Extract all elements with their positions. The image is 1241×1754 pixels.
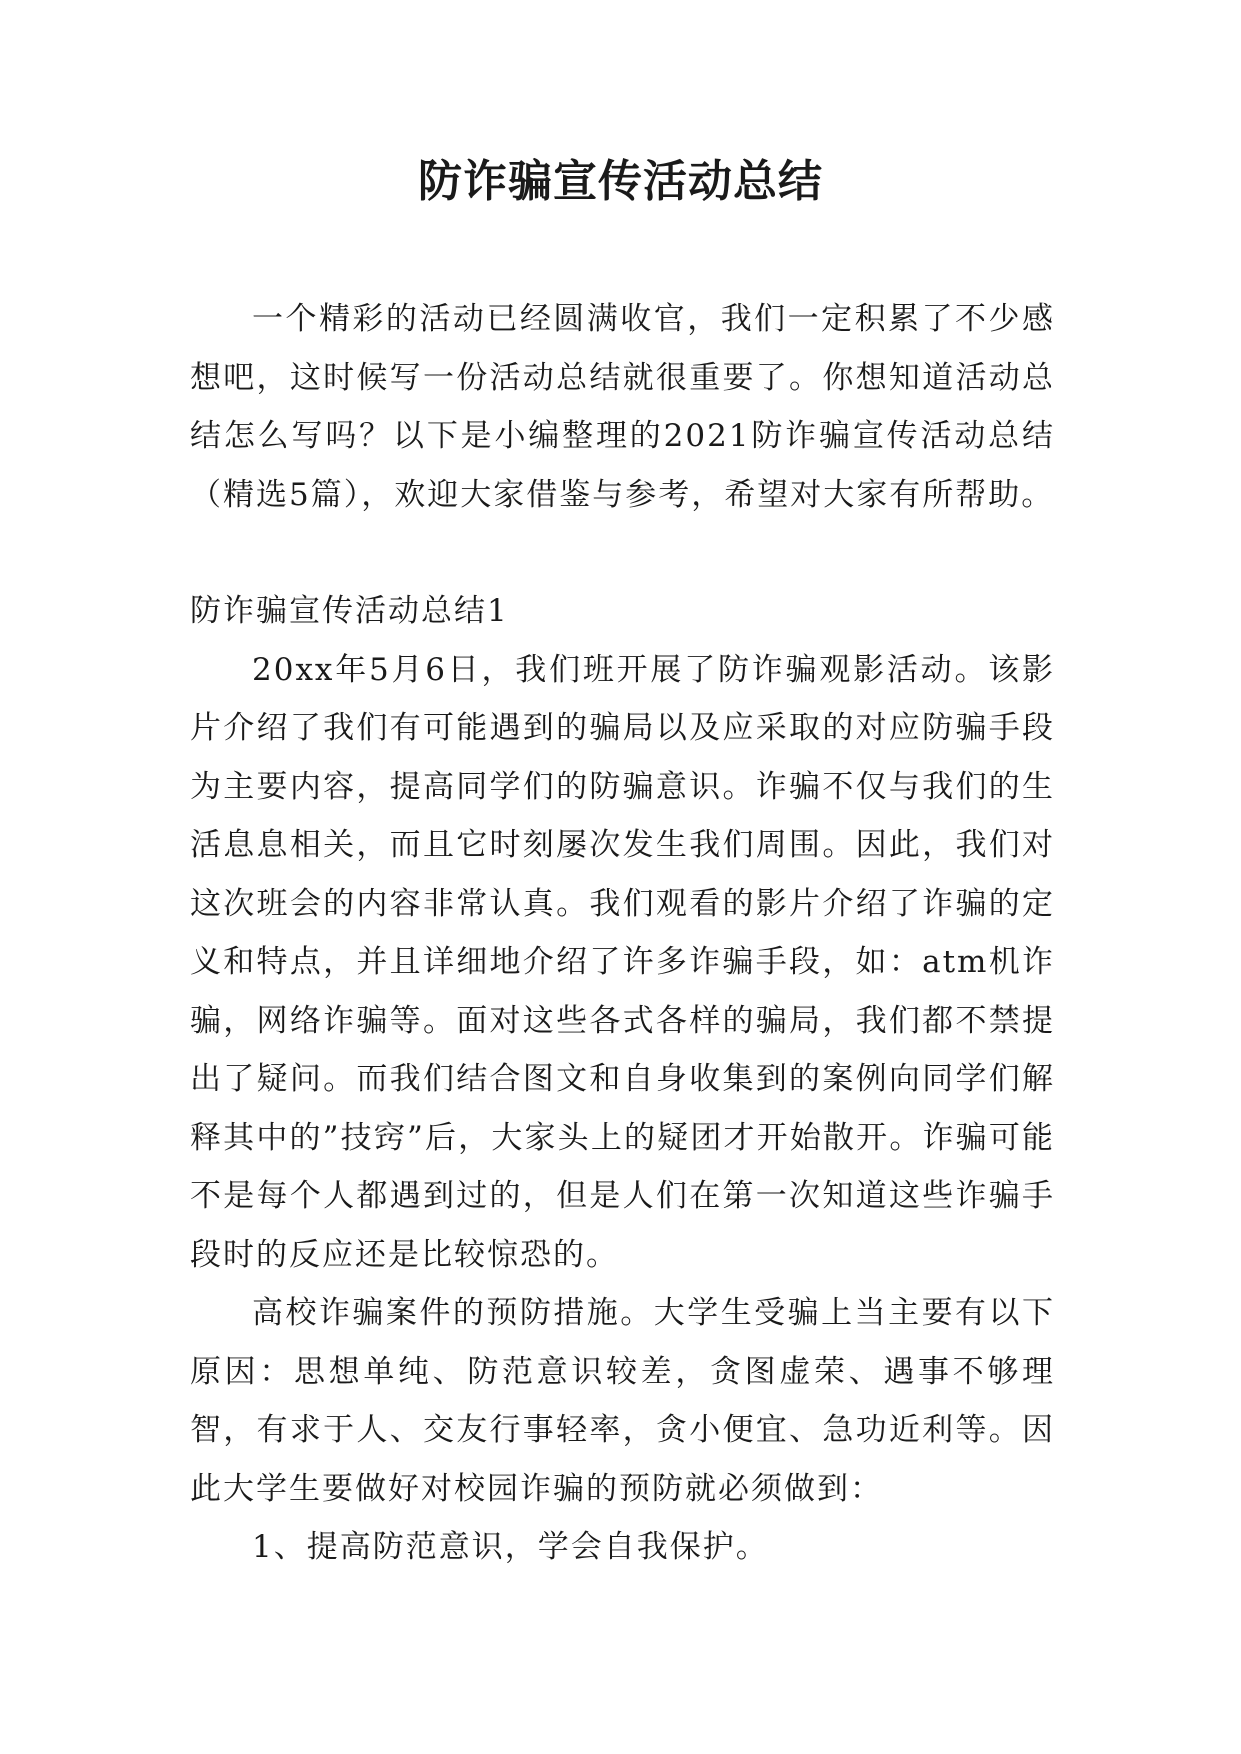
body-paragraph: 高校诈骗案件的预防措施。大学生受骗上当主要有以下原因：思想单纯、防范意识较差，贪图虚荣、遇事不够理智，有求于人、交友行事轻率，贪小便宜、急功近利等。因此大学生要做好对校园诈骗的预防就必须做到： [190, 1295, 1055, 1507]
document-body [190, 290, 1055, 1577]
body-paragraph: 20xx年5月6日，我们班开展了防诈骗观影活动。该影片介绍了我们有可能遇到的骗局以及应采取的对应防骗手段为主要内容，提高同学们的防骗意识。诈骗不仅与我们的生活息息相关，而且它时刻屡次发生我们周围。因此，我们对这次班会的内容非常认真。我们观看的影片介绍了诈骗的定义和特点，并且详细地介绍了许多诈骗手段，如：atm机诈骗，网络诈骗等。面对这些各式各样的骗局，我们都不禁提出了疑问。而我们结合图文和自身收集到的案例向同学们解释其中的”技窍”后，大家头上的疑团才开始散开。诈骗可能不是每个人都遇到过的，但是人们在第一次知道这些诈骗手段时的反应还是比较惊恐的。 [190, 651, 1055, 1273]
intro-paragraph: 一个精彩的活动已经圆满收官，我们一定积累了不少感想吧，这时候写一份活动总结就很重要了。你想知道活动总结怎么写吗？以下是小编整理的2021防诈骗宣传活动总结（精选5篇），欢迎大家借鉴与参考，希望对大家有所帮助。 [190, 301, 1055, 513]
section-heading: 防诈骗宣传活动总结1 [190, 593, 509, 629]
document-title: 防诈骗宣传活动总结 [418, 156, 823, 207]
list-item: 1、提高防范意识，学会自我保护。 [252, 1529, 769, 1565]
